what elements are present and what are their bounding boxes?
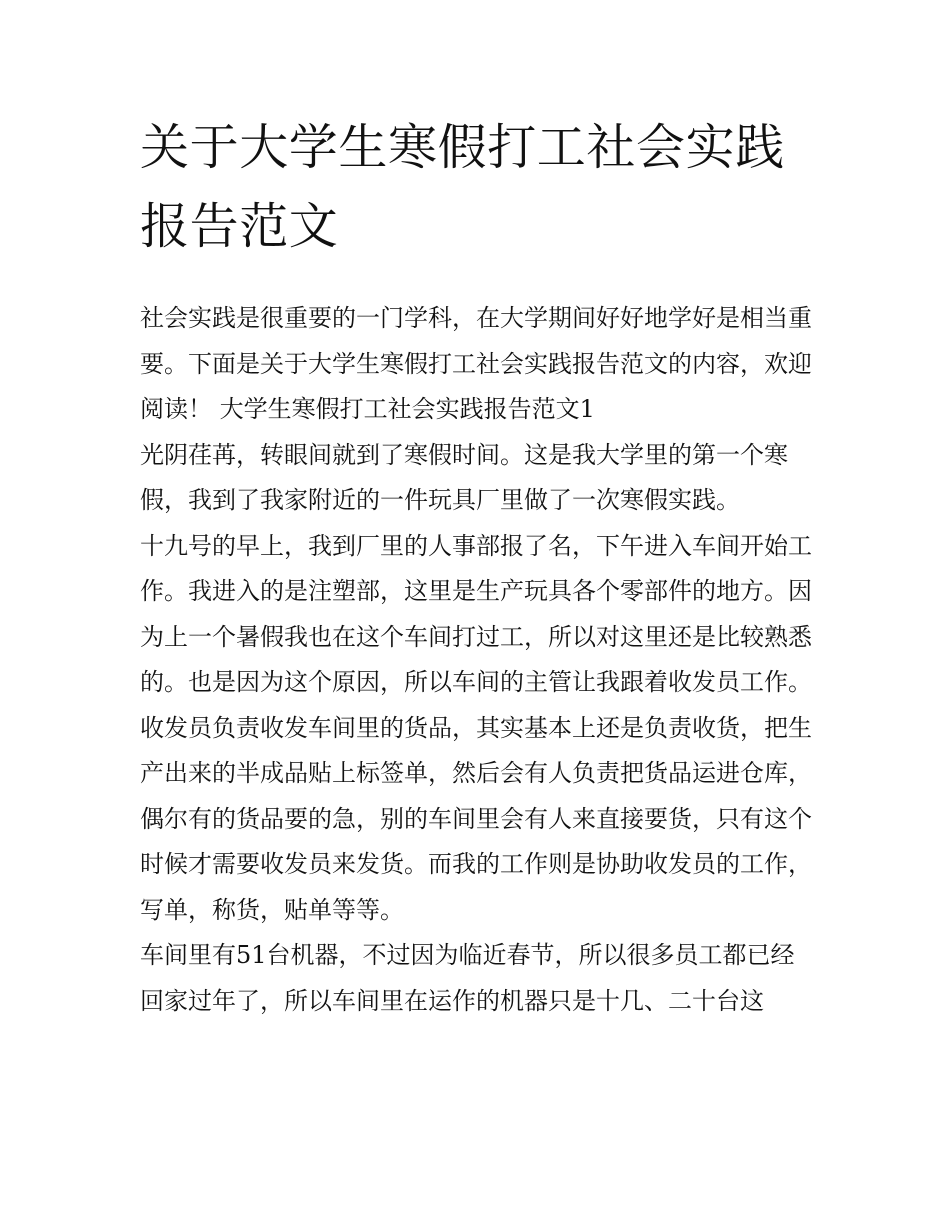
paragraph-machines: 车间里有51台机器，不过因为临近春节，所以很多员工都已经回家过年了，所以车间里在运作的机器只是十几、二十台这 [140,941,795,1015]
paragraph-intro: 社会实践是很重要的一门学科，在大学期间好好地学好是相当重要。下面是关于大学生寒假打工社会实践报告范文的内容，欢迎阅读！ 大学生寒假打工社会实践报告范文1 [140,304,812,423]
document-page [140,108,812,1024]
document-body [140,296,812,1024]
paragraph-work-duties: 十九号的早上，我到厂里的人事部报了名，下午进入车间开始工作。我进入的是注塑部，这里是生产玩具各个零部件的地方。因为上一个暑假我也在这个车间打过工，所以对这里还是比较熟悉的。也是因为这个原因，所以车间的主管让我跟着收发员工作。收发员负责收发车间里的货品，其实基本上还是负责收货，把生产出来的半成品贴上标签单，然后会有人负责把货品运进仓库，偶尔有的货品要的急，别的车间里会有人来直接要货，只有这个时候才需要收发员来发货。而我的工作则是协助收发员的工作，写单，称货，贴单等等。 [140,531,812,924]
document-title: 关于大学生寒假打工社会实践报告范文 [140,119,785,255]
paragraph-winter-break: 光阴荏苒，转眼间就到了寒假时间。这是我大学里的第一个寒假，我到了我家附近的一件玩具厂里做了一次寒假实践。 [140,440,788,514]
